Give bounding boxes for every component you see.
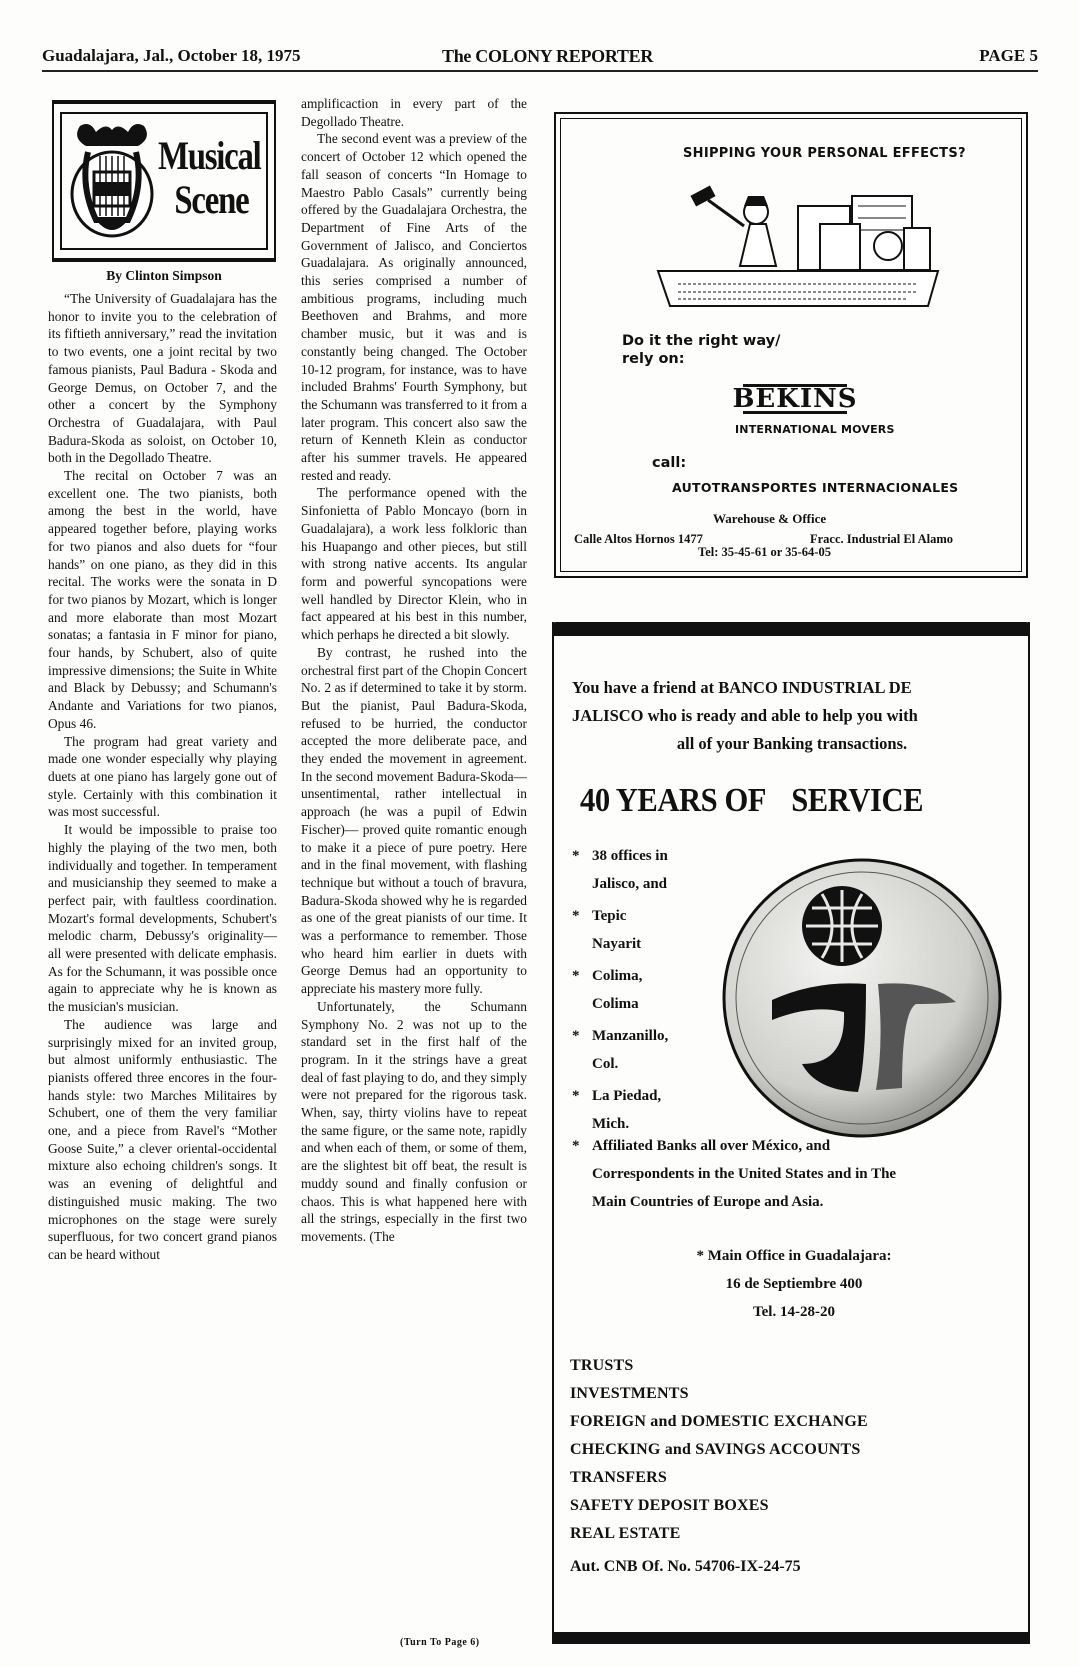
services-list bbox=[570, 1352, 868, 1548]
service-item: FOREIGN and DOMESTIC EXCHANGE bbox=[570, 1413, 868, 1430]
office-line1: Tepic bbox=[592, 908, 627, 924]
column-title bbox=[158, 133, 261, 222]
bullet-star: * bbox=[572, 968, 580, 984]
masthead bbox=[42, 44, 1038, 68]
col2-paragraph: The performance opened with the Sinfonietta of Pablo Moncayo (born in Guadalajara), a work less folkloric than his Huapango and other pieces, but still with strong native accents. Its angular form and powerful syncopations were well handled by Director Klein, who in fact appeared at his best in this number, which perhaps he directed a bit slowly. bbox=[301, 485, 527, 643]
office-line1: 38 offices in bbox=[592, 848, 668, 864]
bank-advertisement bbox=[552, 622, 1030, 1644]
affiliates-text bbox=[572, 1132, 1022, 1216]
main-office-line2: 16 de Septiembre 400 bbox=[725, 1276, 863, 1292]
years-headline bbox=[580, 782, 923, 820]
authorization-number: Aut. CNB Of. No. 54706-IX-24-75 bbox=[570, 1558, 801, 1575]
call-label: call: bbox=[652, 455, 687, 471]
office-item bbox=[568, 1082, 728, 1138]
warehouse-label: Warehouse & Office bbox=[713, 511, 827, 526]
movers-advertisement bbox=[554, 112, 1028, 578]
moving-truck-illustration bbox=[648, 166, 956, 316]
service-item: CHECKING and SAVINGS ACCOUNTS bbox=[570, 1441, 861, 1458]
office-item bbox=[568, 842, 728, 898]
lyre-icon bbox=[66, 116, 158, 246]
ad-headline: SHIPPING YOUR PERSONAL EFFECTS? bbox=[683, 146, 966, 161]
company-name: AUTOTRANSPORTES INTERNACIONALES bbox=[672, 480, 959, 495]
office-item bbox=[568, 1022, 728, 1078]
office-line2: Nayarit bbox=[592, 936, 642, 952]
col1-paragraph: “The University of Guadalajara has the honor to invite you to the celebration of its fiftieth anniversary,” read the invitation to two events, one a joint recital by two famous pianists, Paul Badura - Skoda and George Demus, on October 7, and the other a concert by the Symphony Orchestra of Guadalajara, with Paul Badura-Skoda as soloist, on October 10, both in the Degollado Theatre. bbox=[48, 291, 277, 466]
byline: By Clinton Simpson bbox=[106, 268, 222, 283]
office-line2: Mich. bbox=[592, 1116, 630, 1132]
district-address: Fracc. Industrial El Alamo bbox=[810, 532, 954, 546]
col2-paragraph: The second event was a preview of the concert of October 12 which opened the fall season of concerts “In Homage to Maestro Pablo Casals” currently being offered by the Guadalajara Orchestra, the Department of Fine Arts of the Government of Jalisco, and Conciertos Guadalajara. As originally announced, this series comprised a number of ambitious programs, including much Beethoven and Brahms, and more chamber music, but it was and is constantly being changed. The October 10-12 program, for instance, was to have included Brahms' Fourth Symphony, but the Schumann was transferred to it from a later program. This concert also saw the return of Kenneth Klein as conductor after his summer travels. He appeared rested and ready. bbox=[301, 131, 527, 483]
bullet-star: * bbox=[572, 1028, 580, 1044]
main-office-line3: Tel. 14-28-20 bbox=[753, 1304, 835, 1320]
affil-line3: Main Countries of Europe and Asia. bbox=[592, 1194, 824, 1210]
col1-paragraph: It would be impossible to praise too highly the playing of the two men, both individually and together. In temperament and musicianship they seemed to make a perfect pair, with faultless coordination. Mozart's formal developments, Schubert's melodic charm, Debussy's originality— all were presented with delicate emphasis. As for the Schumann, it was possible once again to appreciate why he is known as the musician's musician. bbox=[48, 822, 277, 1015]
col2-paragraph: Unfortunately, the Schumann Symphony No. 2 was not up to the standard set in the first half of the program. In it the strings have a great deal of fast playing to do, and they simply were not prepared for the rigorous task. When, say, thirty violins have to repeat the same figure, or the same note, rapidly and when each of them, or some of them, are the slightest bit off beat, the result is muddy sound and finally confusion or chaos. This is what happened here with all the strings, especially in the first two movements. (The bbox=[301, 998, 527, 1244]
bullet-star: * bbox=[572, 908, 580, 924]
years-word1: 40 YEARS OF bbox=[580, 782, 767, 819]
office-item bbox=[568, 962, 728, 1018]
intro-line3: all of your Banking transactions. bbox=[676, 734, 908, 753]
ad-top-bar bbox=[552, 622, 1030, 636]
phone-numbers: Tel: 35-45-61 or 35-64-05 bbox=[698, 545, 831, 559]
page-number: PAGE 5 bbox=[979, 46, 1038, 65]
continued-note: (Turn To Page 6) bbox=[400, 1637, 480, 1648]
office-line2: Col. bbox=[592, 1056, 619, 1072]
offices-list bbox=[568, 842, 728, 1142]
office-item bbox=[568, 902, 728, 958]
ad-tagline bbox=[622, 332, 780, 368]
bekins-logo: BEKINS bbox=[732, 384, 858, 414]
service-item: REAL ESTATE bbox=[570, 1525, 681, 1542]
newspaper-name: The COLONY REPORTER bbox=[442, 46, 654, 66]
article-column-1 bbox=[48, 290, 277, 1264]
service-item: TRANSFERS bbox=[570, 1469, 667, 1486]
office-line1: La Piedad, bbox=[592, 1088, 662, 1104]
ad-bottom-bar bbox=[552, 1632, 1030, 1644]
dateline: Guadalajara, Jal., October 18, 1975 bbox=[42, 46, 301, 65]
column-title-line1: Musical bbox=[158, 133, 261, 178]
affil-line2: Correspondents in the United States and in The bbox=[592, 1166, 897, 1182]
service-item: INVESTMENTS bbox=[570, 1385, 689, 1402]
col1-paragraph: The program had great variety and made one wonder especially why playing duets at one piano has largely gone out of style. Certainly with this combination it was most successful. bbox=[48, 733, 277, 820]
bullet-star: * bbox=[572, 1138, 580, 1154]
office-line1: Manzanillo, bbox=[592, 1028, 669, 1044]
article-column-2 bbox=[301, 95, 527, 1246]
street-address: Calle Altos Hornos 1477 bbox=[574, 532, 703, 546]
office-line1: Colima, bbox=[592, 968, 643, 984]
intro-line2: JALISCO who is ready and able to help you with bbox=[572, 706, 918, 725]
bullet-star: * bbox=[572, 848, 580, 864]
main-office-line1: * Main Office in Guadalajara: bbox=[696, 1248, 892, 1264]
col1-paragraph: The recital on October 7 was an excellent one. The two pianists, both among the best in the world, have appeared together before, playing works for two pianos and also duets for “four hands” on one piano, as they did in this recital. The works were the sonata in D for two pianos by Mozart, which is longer and more elaborate than most Mozart sonatas; a fantasia in F minor for piano, four hands, by Schubert, also of quite impressive dimensions; the Suite in White and Black by Debussy; and Schumann's Andante and Variations for two pianos, Opus 46. bbox=[48, 468, 277, 731]
main-office bbox=[614, 1242, 974, 1326]
service-item: SAFETY DEPOSIT BOXES bbox=[570, 1497, 769, 1514]
col2-paragraph: amplificaction in every part of the Degollado Theatre. bbox=[301, 96, 527, 129]
service-item: TRUSTS bbox=[570, 1357, 634, 1374]
column-title-line2: Scene bbox=[174, 177, 249, 222]
header-rule bbox=[42, 70, 1038, 72]
office-line2: Colima bbox=[592, 996, 639, 1012]
col2-paragraph: By contrast, he rushed into the orchestral first part of the Chopin Concert No. 2 as if determined to take it by storm. But the pianist, Paul Badura-Skoda, refused to be hurried, the conductor accepted the more deliberate pace, and they ended the movement in agreement. In the second movement Badura-Skoda— unsentimental, rather intellectual in approach (he was a pupil of Edwin Fischer)— proved quite romantic enough to make it a piece of pure poetry. Here and in the final movement, with flashing technique but without a touch of bravura, Badura-Skoda showed why he is regarded as one of the great pianists of our time. It was a performance to remember. Those who heard him earlier in duets with George Demus had an opportunity to appreciate his mastery more fully. bbox=[301, 644, 527, 997]
office-line2: Jalisco, and bbox=[592, 876, 668, 892]
movers-label: INTERNATIONAL MOVERS bbox=[735, 423, 895, 436]
bullet-star: * bbox=[572, 1088, 580, 1104]
tagline-line2: rely on: bbox=[622, 351, 685, 367]
tagline-line1: Do it the right way/ bbox=[622, 333, 781, 349]
column-header-box bbox=[52, 100, 276, 262]
intro-line1: You have a friend at BANCO INDUSTRIAL DE bbox=[572, 678, 912, 697]
bank-logo-icon bbox=[716, 852, 1008, 1144]
years-word2: SERVICE bbox=[791, 782, 924, 819]
bank-intro bbox=[572, 674, 1012, 758]
affil-line1: Affiliated Banks all over México, and bbox=[592, 1138, 831, 1154]
col1-paragraph: The audience was large and surprisingly mixed for an invited group, but almost uniformly enthusiastic. The pianists offered three encores in the four-hands style: two Marches Militaires by Schubert, one of them the very familiar one, and a piece from Ravel's “Mother Goose Suite,” a clever oriental-occidental mixture also echoing children's songs. It was an evening of delightful and distinguished music making. The two microphones on the stage were surely superfluous, for two concert grand pianos can be heard without bbox=[48, 1016, 277, 1262]
